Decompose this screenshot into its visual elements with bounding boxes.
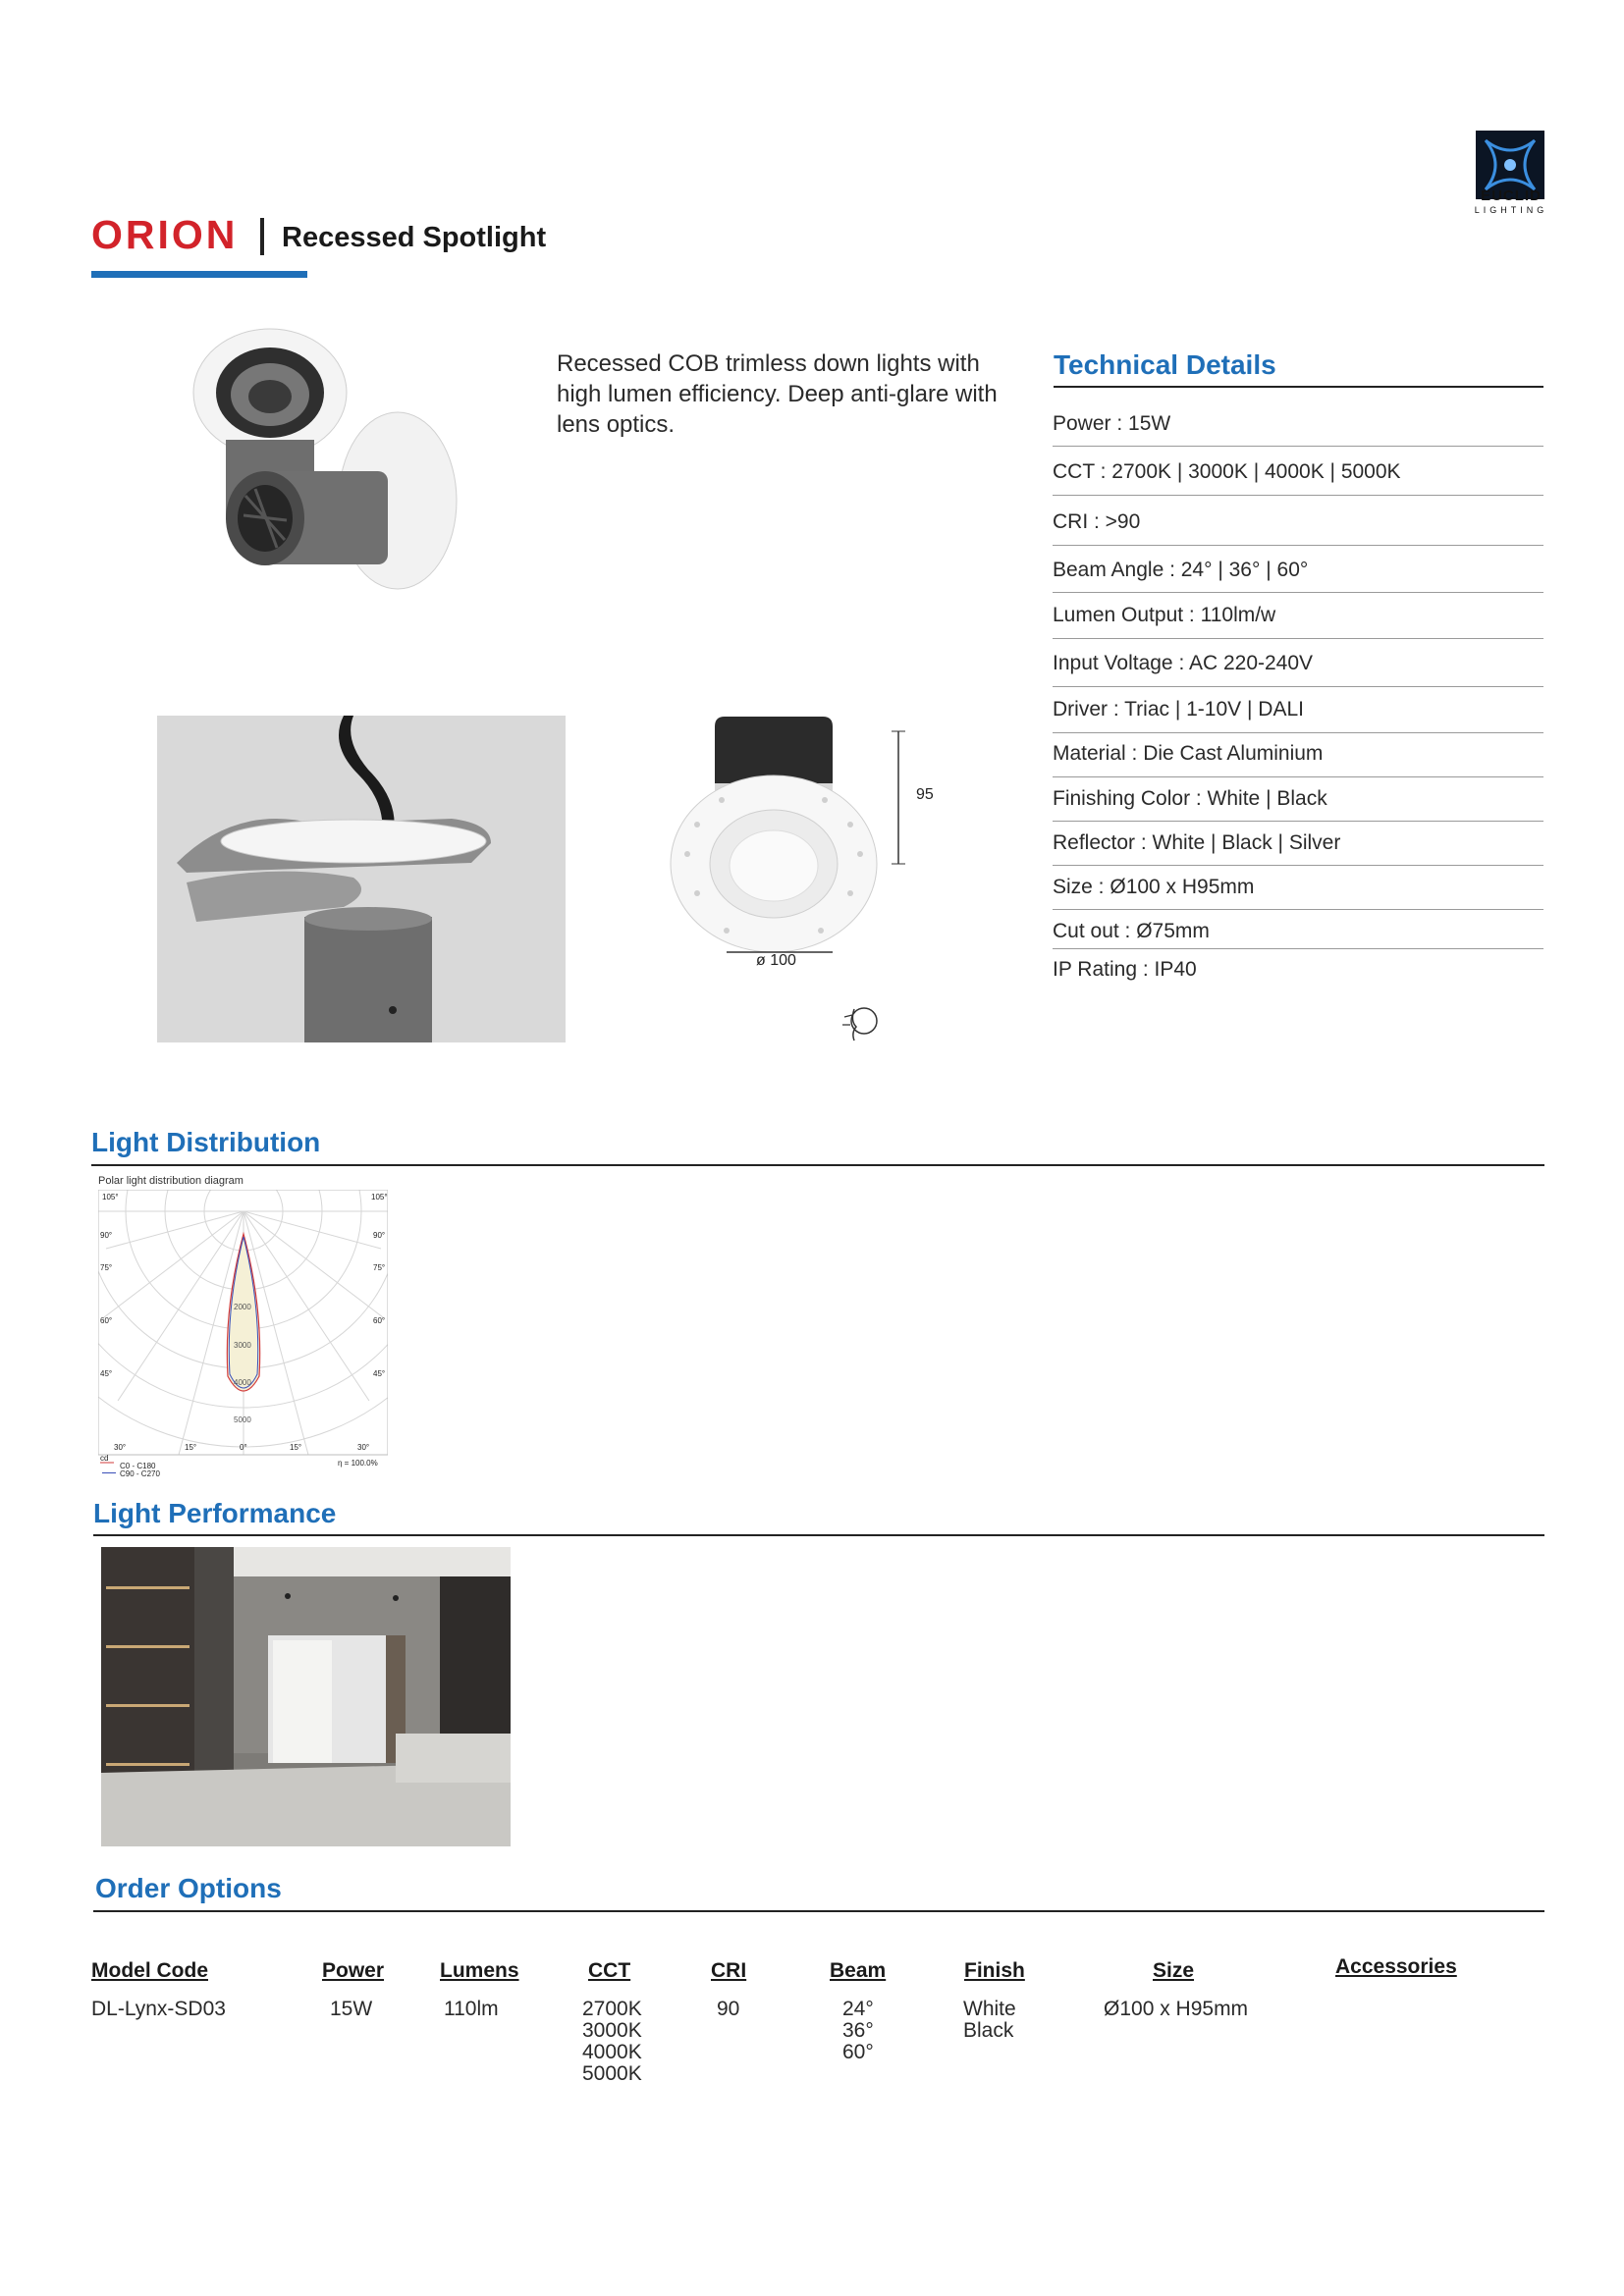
- cell-beam: [842, 1999, 874, 2063]
- spec-reflector: Reflector : White | Black | Silver: [1053, 831, 1341, 854]
- angle-label-bottom-30-right: 30°: [357, 1443, 370, 1452]
- col-header-finish: Finish: [964, 1959, 1025, 1982]
- light-performance-title: Light Performance: [93, 1498, 337, 1528]
- angle-label-right-90: 90°: [373, 1231, 386, 1240]
- spec-power: Power : 15W: [1053, 412, 1171, 435]
- cct-option: 5000K: [582, 2062, 642, 2085]
- dimension-drawing: [668, 707, 962, 1041]
- technical-details-title: Technical Details: [1054, 349, 1276, 380]
- cell-lumens: 110lm: [444, 1998, 499, 2020]
- col-header-model-code: Model Code: [91, 1959, 208, 1982]
- spec-divider: [1053, 446, 1543, 447]
- installation-photo: [157, 716, 566, 1042]
- spec-material: Material : Die Cast Aluminium: [1053, 742, 1324, 765]
- beam-option: 36°: [842, 2019, 874, 2042]
- spec-divider: [1053, 686, 1543, 687]
- beam-option: 60°: [842, 2041, 874, 2063]
- order-options-title: Order Options: [95, 1873, 282, 1903]
- spec-size: Size : Ø100 x H95mm: [1053, 876, 1255, 898]
- logo-text: EUCLID: [1481, 187, 1542, 204]
- cell-cri: 90: [717, 1998, 740, 2020]
- spec-divider: [1053, 545, 1543, 546]
- ring-label-3000: 3000: [234, 1341, 251, 1350]
- angle-label-left-105: 105°: [102, 1193, 119, 1201]
- angle-label-left-75: 75°: [100, 1263, 113, 1272]
- legend-unit: cd: [100, 1454, 109, 1463]
- spec-lumen-output: Lumen Output : 110lm/w: [1053, 604, 1276, 626]
- angle-label-right-60: 60°: [373, 1316, 386, 1325]
- beam-option: 24°: [842, 1998, 874, 2020]
- spec-divider: [1053, 495, 1543, 496]
- angle-label-bottom-30-left: 30°: [114, 1443, 127, 1452]
- angle-label-left-45: 45°: [100, 1369, 113, 1378]
- col-header-cct: CCT: [588, 1959, 631, 1982]
- ring-label-4000: 4000: [234, 1378, 251, 1387]
- angle-label-right-75: 75°: [373, 1263, 386, 1272]
- light-distribution-title: Light Distribution: [91, 1127, 321, 1157]
- title-divider: [260, 218, 264, 255]
- cell-size: Ø100 x H95mm: [1104, 1998, 1249, 2020]
- col-header-lumens: Lumens: [440, 1959, 519, 1982]
- product-description: Recessed COB trimless down lights with high lumen efficiency. Deep anti-glare with lens optics.: [557, 350, 998, 438]
- spec-divider: [1053, 638, 1543, 639]
- dimmable-icon: [835, 1003, 886, 1049]
- spec-divider: [1053, 776, 1543, 777]
- cell-cct: [582, 1999, 642, 2085]
- cct-option: 2700K: [582, 1998, 642, 2020]
- col-header-beam: Beam: [830, 1959, 887, 1982]
- page-title: Recessed Spotlight: [282, 222, 547, 253]
- spec-divider: [1053, 592, 1543, 593]
- angle-label-bottom-0: 0°: [240, 1443, 247, 1452]
- finish-option: White: [963, 1998, 1016, 2020]
- angle-label-left-60: 60°: [100, 1316, 113, 1325]
- col-header-cri: CRI: [711, 1959, 747, 1982]
- cell-power: 15W: [330, 1998, 373, 2020]
- order-options-rule: [93, 1910, 1544, 1912]
- spec-divider: [1053, 821, 1543, 822]
- polar-diagram-title: Polar light distribution diagram: [98, 1175, 244, 1187]
- brand-name: ORION: [91, 212, 239, 257]
- spec-divider: [1053, 909, 1543, 910]
- spec-driver: Driver : Triac | 1-10V | DALI: [1053, 698, 1304, 721]
- product-photo: [187, 324, 481, 609]
- technical-details-rule: [1054, 386, 1543, 388]
- spec-ip-rating: IP Rating : IP40: [1053, 958, 1197, 981]
- cell-finish: [963, 1999, 1016, 2042]
- legend-c90-swatch: [102, 1472, 116, 1473]
- legend-c90: C90 - C270: [120, 1469, 160, 1478]
- spec-divider: [1053, 732, 1543, 733]
- ring-label-2000: 2000: [234, 1303, 251, 1311]
- light-performance-rule: [93, 1534, 1544, 1536]
- cell-model-code: DL-Lynx-SD03: [91, 1998, 226, 2020]
- angle-label-left-90: 90°: [100, 1231, 113, 1240]
- spec-cut-out: Cut out : Ø75mm: [1053, 920, 1210, 942]
- interior-photo: [101, 1547, 511, 1846]
- spec-beam-angle: Beam Angle : 24° | 36° | 60°: [1053, 559, 1309, 581]
- efficiency-label: η = 100.0%: [338, 1459, 378, 1468]
- angle-label-right-45: 45°: [373, 1369, 386, 1378]
- height-dimension: 95: [916, 786, 934, 803]
- spec-cri: CRI : >90: [1053, 510, 1141, 533]
- cct-option: 4000K: [582, 2041, 642, 2063]
- light-distribution-rule: [91, 1164, 1544, 1166]
- angle-label-bottom-15-left: 15°: [185, 1443, 197, 1452]
- cct-option: 3000K: [582, 2019, 642, 2042]
- col-header-size: Size: [1153, 1959, 1195, 1982]
- spec-cct: CCT : 2700K | 3000K | 4000K | 5000K: [1053, 460, 1401, 483]
- brand-underline: [91, 271, 307, 278]
- finish-option: Black: [963, 2019, 1014, 2042]
- angle-label-right-105: 105°: [371, 1193, 388, 1201]
- col-header-power: Power: [322, 1959, 385, 1982]
- spec-input-voltage: Input Voltage : AC 220-240V: [1053, 652, 1314, 674]
- ring-label-5000: 5000: [234, 1415, 251, 1424]
- col-header-accessories: Accessories: [1335, 1955, 1457, 1978]
- spec-divider: [1053, 865, 1543, 866]
- logo-subtext: LIGHTING: [1474, 205, 1548, 215]
- angle-label-bottom-15-right: 15°: [290, 1443, 302, 1452]
- spec-divider: [1053, 948, 1543, 949]
- diameter-dimension: ø 100: [756, 952, 796, 969]
- spec-finishing-color: Finishing Color : White | Black: [1053, 787, 1327, 810]
- legend-c0: C0 - C180: [120, 1462, 156, 1470]
